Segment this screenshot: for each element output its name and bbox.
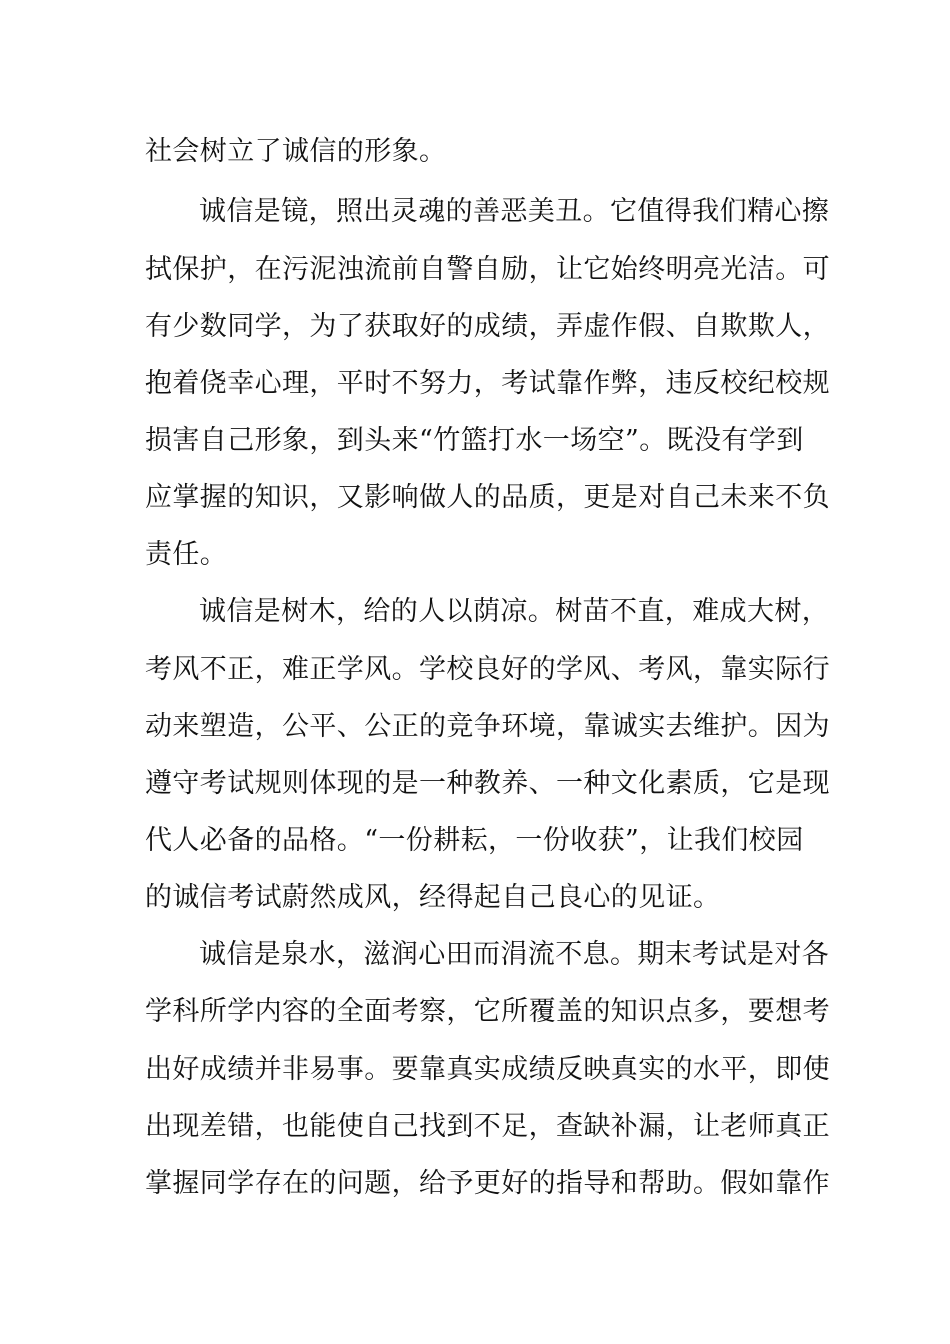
text-line: 动来塑造，公平、公正的竞争环境，靠诚实去维护。因为 [145,711,830,742]
paragraph-first-line: 诚信是泉水，滋润心田而涓流不息。期末考试是对各 [199,939,830,970]
text-line: 出好成绩并非易事。要靠真实成绩反映真实的水平，即使 [145,1054,830,1085]
text-line: 学科所学内容的全面考察，它所覆盖的知识点多，要想考 [145,996,830,1027]
paragraph-first-line: 诚信是树木，给的人以荫凉。树苗不直，难成大树， [199,596,830,627]
text-line: 有少数同学，为了获取好的成绩，弄虚作假、自欺欺人， [145,311,830,342]
text-line: 代人必备的品格。“一份耕耘，一份收获”，让我们校园 [145,825,804,856]
text-line: 社会树立了诚信的形象。 [145,136,447,167]
text-line: 应掌握的知识，又影响做人的品质，更是对自己未来不负 [145,482,830,513]
text-line: 责任。 [145,539,228,570]
text-line: 遵守考试规则体现的是一种教养、一种文化素质，它是现 [145,768,830,799]
text-line: 的诚信考试蔚然成风，经得起自己良心的见证。 [145,882,721,913]
text-line: 抱着侥幸心理，平时不努力，考试靠作弊，违反校纪校规 [145,368,830,399]
paragraph-first-line: 诚信是镜，照出灵魂的善恶美丑。它值得我们精心擦 [199,196,830,227]
text-line: 出现差错，也能使自己找到不足，查缺补漏，让老师真正 [145,1111,830,1142]
text-line: 拭保护，在污泥浊流前自警自励，让它始终明亮光洁。可 [145,254,830,285]
text-line: 考风不正，难正学风。学校良好的学风、考风，靠实际行 [145,654,830,685]
text-line: 掌握同学存在的问题，给予更好的指导和帮助。假如靠作 [145,1168,830,1199]
text-line: 损害自己形象，到头来“竹篮打水一场空”。既没有学到 [145,425,804,456]
